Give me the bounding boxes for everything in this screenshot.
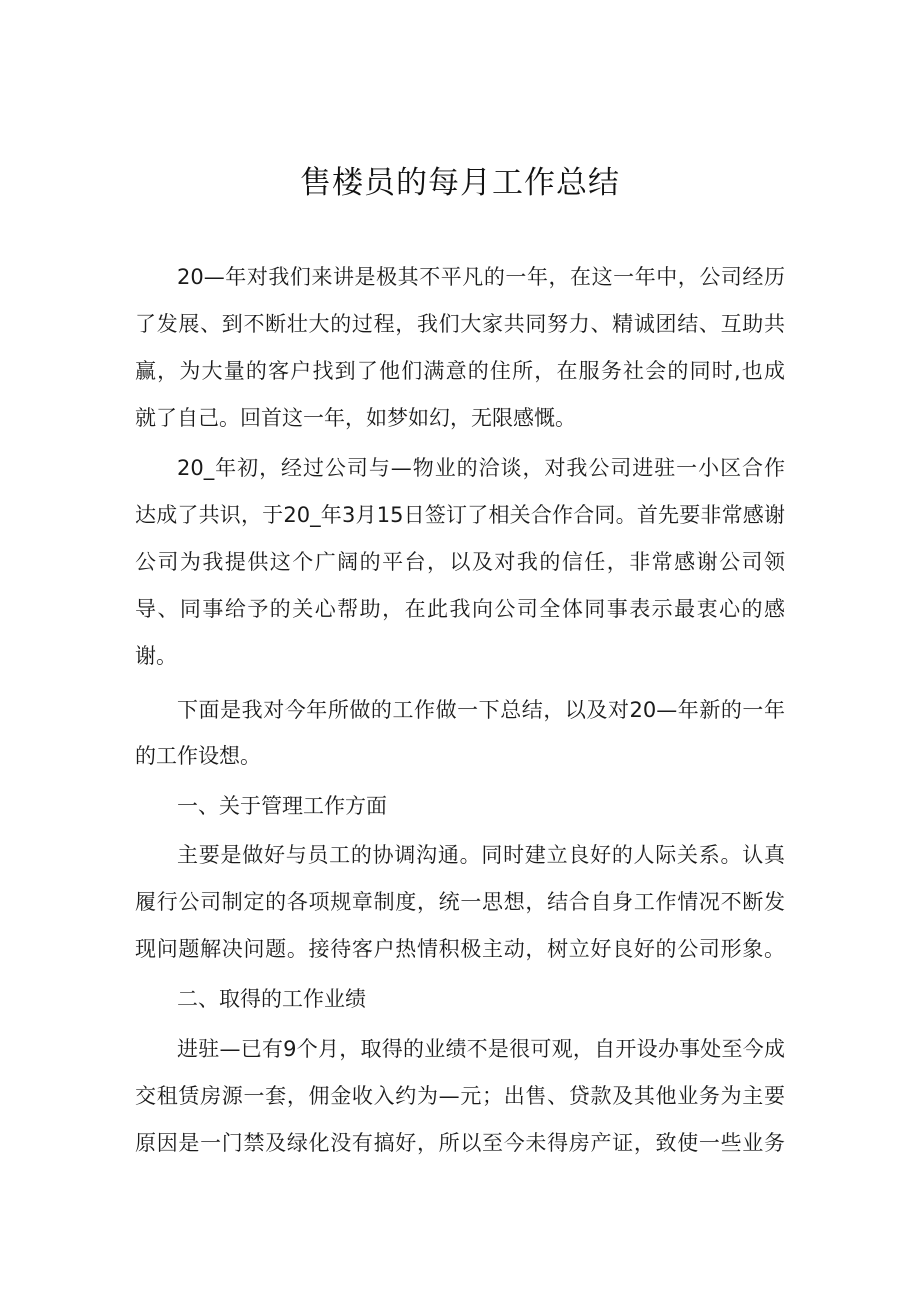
text-line: 谢。 <box>135 644 177 668</box>
text-line: 原因是一门禁及绿化没有搞好，所以至今未得房产证，致使一些业务 <box>135 1131 785 1155</box>
text-line: 履行公司制定的各项规章制度，统一思想，结合自身工作情况不断发 <box>135 890 785 914</box>
text-line: 的工作设想。 <box>135 744 261 768</box>
text-line: 下面是我对今年所做的工作做一下总结，以及对20—年新的一年 <box>177 698 785 722</box>
text-line: 20—年对我们来讲是极其不平凡的一年，在这一年中，公司经历 <box>177 265 785 289</box>
text-line: 进驻—已有9个月，取得的业绩不是很可观，自开设办事处至今成 <box>177 1037 785 1061</box>
text-line: 主要是做好与员工的协调沟通。同时建立良好的人际关系。认真 <box>177 843 785 867</box>
text-line: 交租赁房源一套，佣金收入约为—元；出售、贷款及其他业务为主要 <box>135 1084 785 1108</box>
text-line: 赢，为大量的客户找到了他们满意的住所，在服务社会的同时,也成 <box>135 359 785 383</box>
text-line: 公司为我提供这个广阔的平台，以及对我的信任，非常感谢公司领 <box>135 550 785 574</box>
section-heading: 一、关于管理工作方面 <box>177 794 387 818</box>
text-line: 现问题解决问题。接待客户热情积极主动，树立好良好的公司形象。 <box>135 937 785 961</box>
text-line: 20_年初，经过公司与—物业的洽谈，对我公司进驻一小区合作 <box>177 456 785 480</box>
text-line: 导、同事给予的关心帮助，在此我向公司全体同事表示最衷心的感 <box>135 597 785 621</box>
text-line: 就了自己。回首这一年，如梦如幻，无限感慨。 <box>135 406 576 430</box>
text-line: 达成了共识，于20_年3月15日签订了相关合作合同。首先要非常感谢 <box>135 503 785 527</box>
section-heading: 二、取得的工作业绩 <box>177 987 366 1011</box>
text-line: 了发展、到不断壮大的过程，我们大家共同努力、精诚团结、互助共 <box>135 312 785 336</box>
document-title: 售楼员的每月工作总结 <box>300 165 620 201</box>
